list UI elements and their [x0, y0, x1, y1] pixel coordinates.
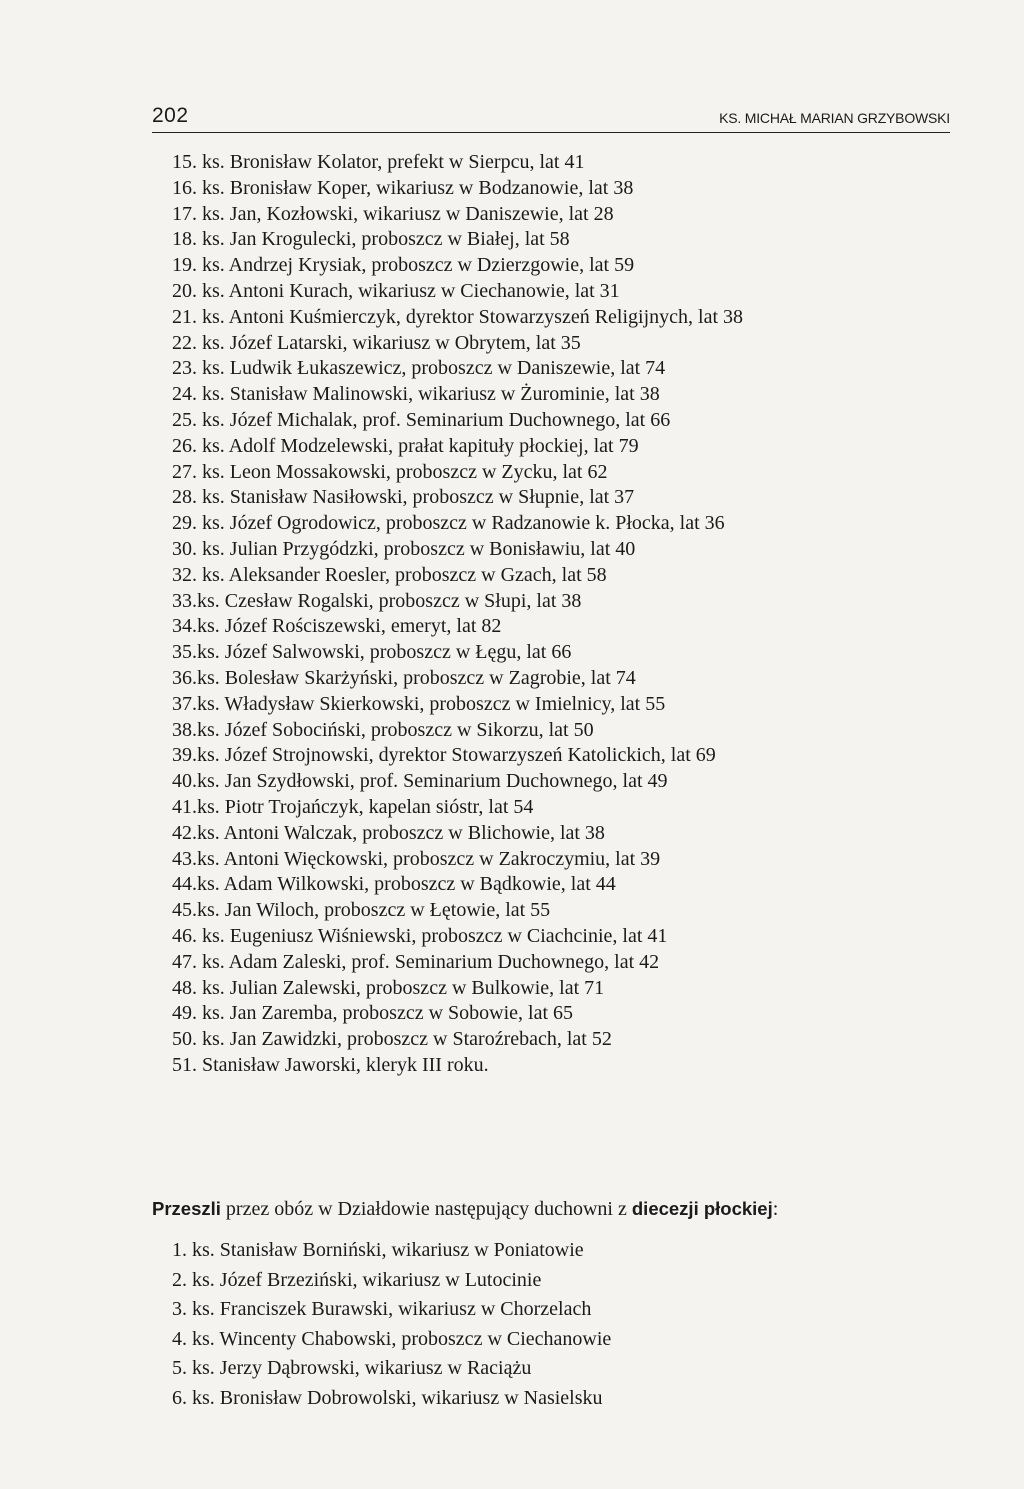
- list-item: 2. ks. Józef Brzeziński, wikariusz w Lutocinie: [172, 1268, 542, 1291]
- heading-text: przez obóz w Działdowie następujący duchowni z: [220, 1198, 632, 1220]
- list-item: 43.ks. Antoni Więckowski, proboszcz w Zakroczymiu, lat 39: [172, 847, 661, 870]
- list-item: 4. ks. Wincenty Chabowski, proboszcz w Ciechanowie: [172, 1327, 612, 1350]
- list-item: 3. ks. Franciszek Burawski, wikariusz w Chorzelach: [172, 1298, 592, 1320]
- list-item: 26. ks. Adolf Modzelewski, prałat kapituły płockiej, lat 79: [172, 434, 639, 457]
- list-item: 42.ks. Antoni Walczak, proboszcz w Blichowie, lat 38: [172, 821, 605, 844]
- list-item: 37.ks. Władysław Skierkowski, proboszcz w Imielnicy, lat 55: [172, 692, 666, 715]
- dzialdowo-clergy-list: [172, 1236, 952, 1413]
- heading-colon: :: [772, 1198, 779, 1220]
- list-item: 17. ks. Jan, Kozłowski, wikariusz w Daniszewie, lat 28: [172, 202, 614, 225]
- list-item: 23. ks. Ludwik Łukaszewicz, proboszcz w Daniszewie, lat 74: [172, 357, 666, 380]
- list-item: 36.ks. Bolesław Skarżyński, proboszcz w Zagrobie, lat 74: [172, 666, 636, 689]
- list-item: 5. ks. Jerzy Dąbrowski, wikariusz w Raciążu: [172, 1357, 532, 1379]
- list-item: 6. ks. Bronisław Dobrowolski, wikariusz w Nasielsku: [172, 1386, 603, 1409]
- list-item: 27. ks. Leon Mossakowski, proboszcz w Zycku, lat 62: [172, 460, 608, 483]
- clergy-list-continued: [172, 150, 952, 1079]
- list-item: 24. ks. Stanisław Malinowski, wikariusz w Żurominie, lat 38: [172, 383, 660, 406]
- list-item: 20. ks. Antoni Kurach, wikariusz w Ciechanowie, lat 31: [172, 279, 620, 302]
- list-item: 25. ks. Józef Michalak, prof. Seminarium Duchownego, lat 66: [172, 408, 671, 431]
- heading-bold-diocese: diecezji płockiej: [631, 1198, 773, 1219]
- section-heading: [152, 1196, 952, 1222]
- list-item: 50. ks. Jan Zawidzki, proboszcz w Staroźrebach, lat 52: [172, 1028, 612, 1051]
- list-item: 34.ks. Józef Rościszewski, emeryt, lat 82: [172, 615, 502, 638]
- list-item: 45.ks. Jan Wiloch, proboszcz w Łętowie, lat 55: [172, 899, 551, 922]
- list-item: 44.ks. Adam Wilkowski, proboszcz w Bądkowie, lat 44: [172, 873, 616, 896]
- list-item: 29. ks. Józef Ogrodowicz, proboszcz w Radzanowie k. Płocka, lat 36: [172, 512, 725, 535]
- list-item: 46. ks. Eugeniusz Wiśniewski, proboszcz w Ciachcinie, lat 41: [172, 924, 668, 947]
- running-header: [152, 104, 950, 133]
- heading-bold-lead: Przeszli: [152, 1198, 221, 1219]
- list-item: 19. ks. Andrzej Krysiak, proboszcz w Dzierzgowie, lat 59: [172, 254, 635, 277]
- list-item: 18. ks. Jan Krogulecki, proboszcz w Białej, lat 58: [172, 228, 570, 251]
- list-item: 16. ks. Bronisław Koper, wikariusz w Bodzanowie, lat 38: [172, 176, 634, 199]
- list-item: 40.ks. Jan Szydłowski, prof. Seminarium Duchownego, lat 49: [172, 770, 668, 793]
- list-item: 49. ks. Jan Zaremba, proboszcz w Sobowie, lat 65: [172, 1002, 574, 1025]
- list-item: 22. ks. Józef Latarski, wikariusz w Obrytem, lat 35: [172, 331, 581, 354]
- list-item: 28. ks. Stanisław Nasiłowski, proboszcz w Słupnie, lat 37: [172, 486, 635, 509]
- list-item: 47. ks. Adam Zaleski, prof. Seminarium Duchownego, lat 42: [172, 950, 660, 973]
- list-item: 33.ks. Czesław Rogalski, proboszcz w Słupi, lat 38: [172, 589, 582, 612]
- running-title: KS. MICHAŁ MARIAN GRZYBOWSKI: [719, 110, 950, 126]
- list-item: 21. ks. Antoni Kuśmierczyk, dyrektor Stowarzyszeń Religijnych, lat 38: [172, 305, 744, 328]
- list-item: 35.ks. Józef Salwowski, proboszcz w Łęgu, lat 66: [172, 641, 572, 664]
- list-item: 15. ks. Bronisław Kolator, prefekt w Sierpcu, lat 41: [172, 151, 585, 173]
- list-item: 32. ks. Aleksander Roesler, proboszcz w Gzach, lat 58: [172, 563, 607, 586]
- list-item: 38.ks. Józef Sobociński, proboszcz w Sikorzu, lat 50: [172, 718, 594, 741]
- page-number: 202: [152, 104, 189, 127]
- list-item: 1. ks. Stanisław Borniński, wikariusz w Poniatowie: [172, 1239, 584, 1261]
- list-item: 30. ks. Julian Przygódzki, proboszcz w Bonisławiu, lat 40: [172, 537, 636, 560]
- list-item: 48. ks. Julian Zalewski, proboszcz w Bulkowie, lat 71: [172, 976, 605, 999]
- list-item: 41.ks. Piotr Trojańczyk, kapelan sióstr, lat 54: [172, 795, 534, 818]
- list-item: 51. Stanisław Jaworski, kleryk III roku.: [172, 1053, 489, 1076]
- list-item: 39.ks. Józef Strojnowski, dyrektor Stowarzyszeń Katolickich, lat 69: [172, 744, 716, 767]
